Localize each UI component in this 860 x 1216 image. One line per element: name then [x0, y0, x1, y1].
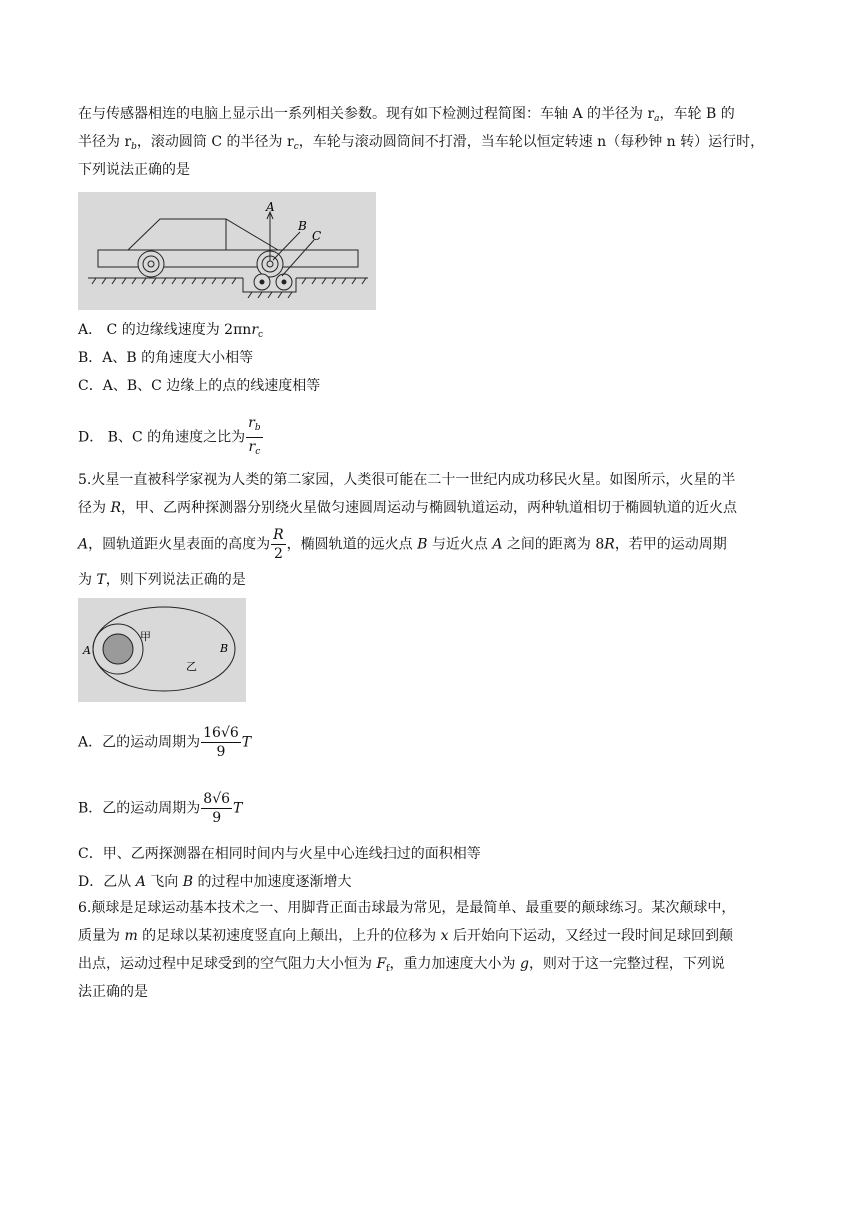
ground-hatching [92, 278, 366, 298]
pointer-b [273, 232, 300, 260]
label-jia: 甲 [140, 630, 151, 643]
q6-stem-line-1: 6.颠球是足球运动基本技术之一、用脚背正面击球最为常见，是最简单、最重要的颠球练习。某次颠球中， [78, 900, 736, 916]
q4-stem-line-1: 在与传感器相连的电脑上显示出一系列相关参数。现有如下检测过程简图：车轴 A 的半径为 $r_a$，车轮 B 的 [78, 106, 735, 124]
rear-wheel [138, 251, 164, 277]
car-wheel-diagram [78, 192, 376, 310]
q4-car-figure [78, 192, 376, 310]
label-a: A [266, 200, 275, 214]
label-b: B [298, 219, 307, 233]
fraction-8sqrt6-over-9: $\frac{8√6}{9}$ [203, 791, 231, 826]
q4-option-a: A． C 的边缘线速度为 2πnr$_c$ [78, 322, 264, 340]
mars-orbit-diagram [78, 598, 246, 702]
q5-option-d: D．乙从 A 飞向 B 的过程中加速度逐渐增大 [78, 874, 352, 890]
label-b: B [220, 642, 229, 655]
fraction-rb-rc: $\frac{r_b}{r_c}$ [248, 415, 261, 457]
q5-option-a: A．乙的运动周期为 $\frac{16√6}{9}$ T [78, 725, 252, 760]
label-yi: 乙 [186, 660, 197, 673]
q4-option-d: D． B、C 的角速度之比为 $\frac{r_b}{r_c}$ [78, 414, 264, 461]
label-a: A [83, 644, 91, 657]
q4-stem-line-3: 下列说法正确的是 [78, 162, 190, 178]
q5-stem-line-4: 为 T，则下列说法正确的是 [78, 572, 246, 588]
q5-stem-line-2: 径为 R，甲、乙两种探测器分别绕火星做匀速圆周运动与椭圆轨道运动，两种轨道相切于椭圆轨道的近火点 [78, 500, 737, 516]
q5-stem-line-3: A，圆轨道距火星表面的高度为 $\frac{R}{2}$ ，椭圆轨道的远火点 B 与近火点 A 之间的距离为 8R，若甲的运动周期 [78, 527, 727, 562]
fraction-16sqrt6-over-9: $\frac{16√6}{9}$ [203, 725, 239, 760]
q5-stem-line-1: 5.火星一直被科学家视为人类的第二家园，人类很可能在二十一世纪内成功移民火星。如图所示，火星的半 [78, 472, 736, 488]
fraction-r-over-2: $\frac{R}{2}$ [273, 527, 284, 562]
car-cabin [128, 219, 278, 250]
q6-stem-line-2: 质量为 m 的足球以某初速度竖直向上颠出，上升的位移为 x 后开始向下运动，又经过一段时间足球回到颠 [78, 928, 733, 944]
q5-option-b: B．乙的运动周期为 $\frac{8√6}{9}$ T [78, 791, 243, 826]
q4-stem-line-2: 半径为 $r_b$，滚动圆筒 C 的半径为 $r_c$，车轮与滚动圆筒间不打滑，当车轮以恒定转速 n（每秒钟 n 转）运行时， [78, 134, 765, 152]
q6-stem-line-3: 出点，运动过程中足球受到的空气阻力大小恒为 $F_f$，重力加速度大小为 g，则对于这一完整过程，下列说 [78, 956, 725, 974]
label-c: C [312, 229, 322, 243]
q4-option-c: C．A、B、C 边缘上的点的线速度相等 [78, 378, 321, 394]
q4-option-b: B．A、B 的角速度大小相等 [78, 350, 254, 366]
q5-orbit-figure [78, 598, 246, 702]
q6-stem-line-4: 法正确的是 [78, 984, 148, 1000]
mars-planet [103, 634, 133, 664]
car-body-base [98, 250, 358, 267]
q5-option-c: C．甲、乙两探测器在相同时间内与火星中心连线扫过的面积相等 [78, 846, 481, 862]
